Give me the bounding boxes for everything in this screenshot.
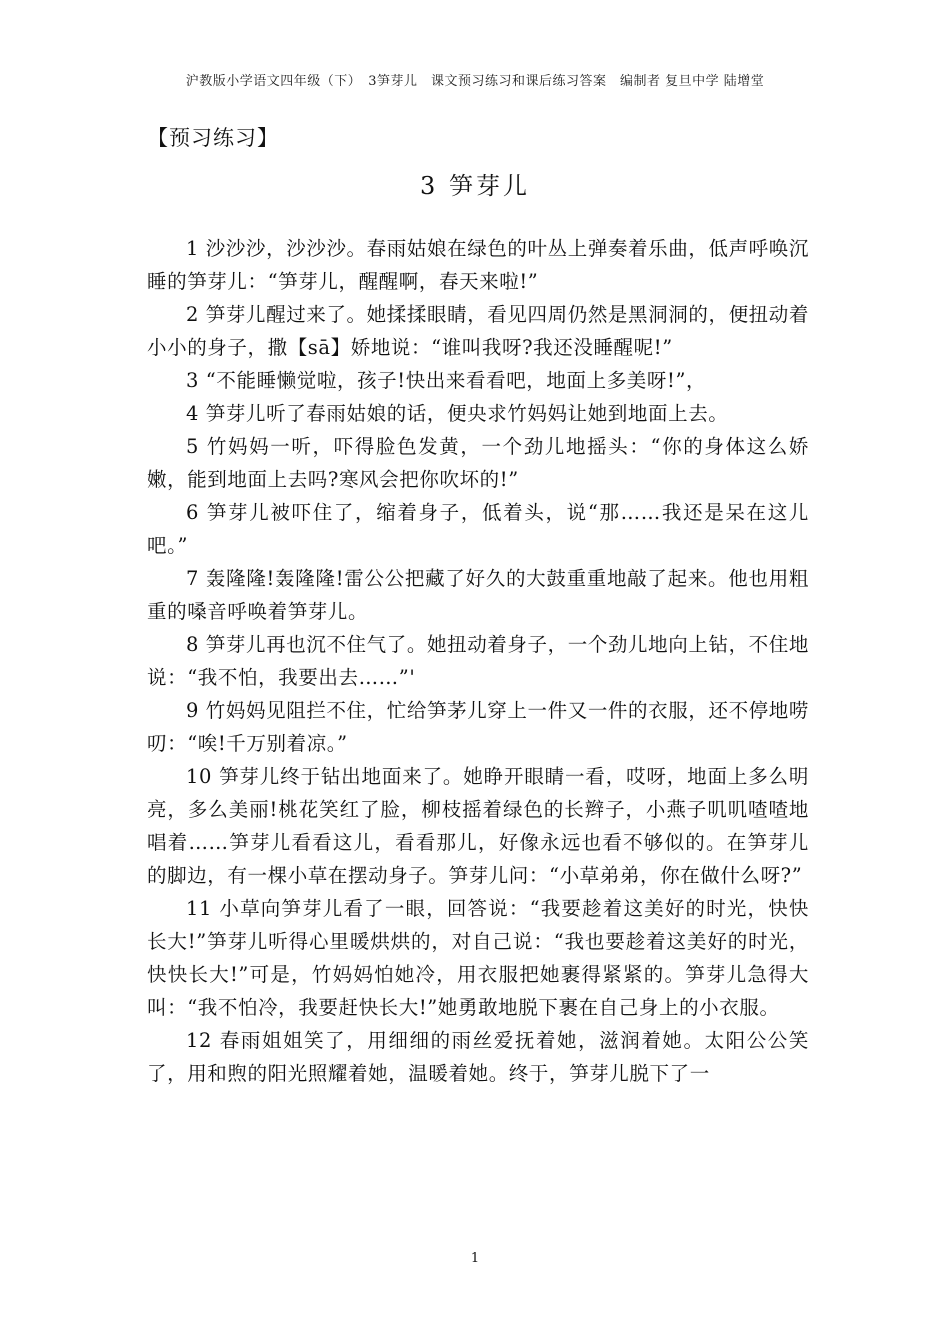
page-number: 1 bbox=[470, 1251, 480, 1266]
paragraph: 1 沙沙沙，沙沙沙。春雨姑娘在绿色的叶丛上弹奏着乐曲，低声呼唤沉睡的笋芽儿：“笋芽儿，醒醒啊，春天来啦!” bbox=[147, 237, 809, 293]
paragraph: 7 轰隆隆!轰隆隆!雷公公把藏了好久的大鼓重重地敲了起来。他也用粗重的嗓音呼唤着笋芽儿。 bbox=[147, 567, 809, 623]
lesson-body bbox=[147, 232, 809, 1090]
paragraph: 12 春雨姐姐笑了，用细细的雨丝爱抚着她，滋润着她。太阳公公笑了，用和煦的阳光照耀着她，温暖着她。终于，笋芽儿脱下了一 bbox=[147, 1029, 809, 1085]
paragraph: 8 笋芽儿再也沉不住气了。她扭动着身子，一个劲儿地向上钻，不住地说：“我不怕，我要出去……”' bbox=[147, 633, 809, 689]
paragraph: 11 小草向笋芽儿看了一眼，回答说：“我要趁着这美好的时光，快快长大!”笋芽儿听得心里暖烘烘的，对自己说：“我也要趁着这美好的时光，快快长大!”可是，竹妈妈怕她冷，用衣服把她裹得紧紧的。笋芽儿急得大叫：“我不怕冷，我要赶快长大!”她勇敢地脱下裹在自己身上的小衣服。 bbox=[147, 897, 809, 1019]
paragraph: 6 笋芽儿被吓住了，缩着身子，低着头，说“那……我还是呆在这儿吧。” bbox=[147, 501, 809, 557]
paragraph: 5 竹妈妈一听，吓得脸色发黄，一个劲儿地摇头：“你的身体这么娇嫩，能到地面上去吗?寒风会把你吹坏的!” bbox=[147, 435, 809, 491]
paragraph: 9 竹妈妈见阻拦不住，忙给笋茅儿穿上一件又一件的衣服，还不停地唠叨：“唉!千万别着凉。” bbox=[147, 699, 809, 755]
section-label: 【预习练习】 bbox=[147, 126, 279, 150]
paragraph: 10 笋芽儿终于钻出地面来了。她睁开眼睛一看，哎呀，地面上多么明亮，多么美丽!桃花笑红了脸，柳枝摇着绿色的长辫子，小燕子叽叽喳喳地唱着……笋芽儿看看这儿，看看那儿，好像永远也看不够似的。在笋芽儿的脚边，有一棵小草在摆动身子。笋芽儿问：“小草弟弟，你在做什么呀?” bbox=[147, 765, 809, 887]
lesson-title: 3 笋芽儿 bbox=[420, 172, 530, 200]
paragraph: 2 笋芽儿醒过来了。她揉揉眼睛，看见四周仍然是黑洞洞的，便扭动着小小的身子，撒【sā】娇地说：“谁叫我呀?我还没睡醒呢!” bbox=[147, 303, 809, 359]
page-header: 沪教版小学语文四年级（下） 3笋芽儿 课文预习练习和课后练习答案 编制者 复旦中学 陆增堂 bbox=[185, 74, 765, 89]
paragraph: 4 笋芽儿听了春雨姑娘的话，便央求竹妈妈让她到地面上去。 bbox=[186, 402, 729, 425]
paragraph: 3 “不能睡懒觉啦，孩子!快出来看看吧，地面上多美呀!”， bbox=[186, 369, 707, 392]
